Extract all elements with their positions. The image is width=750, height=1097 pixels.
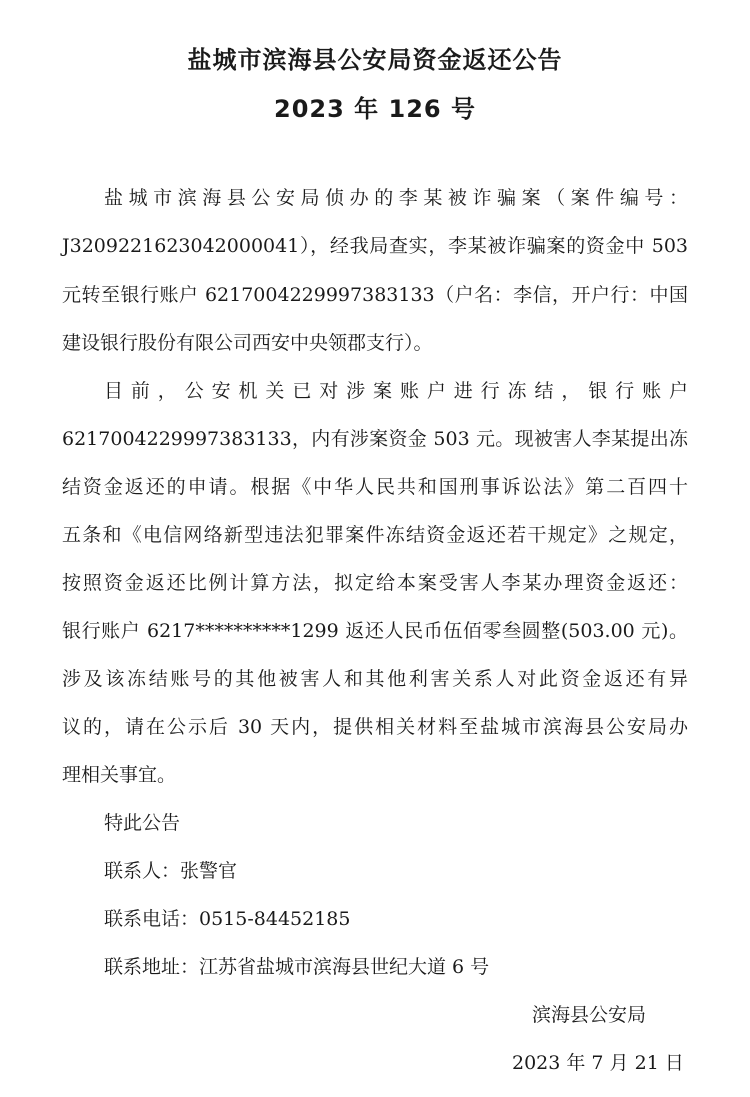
contact-phone: 联系电话：0515-84452185 — [104, 908, 351, 930]
contact-person: 联系人：张警官 — [104, 860, 238, 882]
para2-line: 结资金返还的申请。根据《中华人民共和国刑事诉讼法》第二百四十 — [62, 476, 688, 498]
para2-line: 理相关事宜。 — [62, 764, 177, 786]
issue-date: 2023 年 7 月 21 日 — [512, 1052, 684, 1074]
para2-line: 议的，请在公示后 30 天内，提供相关材料至盐城市滨海县公安局办 — [62, 716, 688, 738]
para1-line: 盐城市滨海县公安局侦办的李某被诈骗案（案件编号： — [104, 187, 688, 209]
notice-text: 特此公告 — [104, 812, 181, 834]
para2-line: 涉及该冻结账号的其他被害人和其他利害关系人对此资金返还有异 — [62, 668, 688, 690]
announcement-number: 2023 年 126 号 — [274, 95, 476, 123]
contact-address: 联系地址：江苏省盐城市滨海县世纪大道 6 号 — [104, 956, 490, 978]
para1-line: 建设银行股份有限公司西安中央领郡支行）。 — [62, 332, 433, 354]
para2-line: 银行账户 6217**********1299 返还人民币伍佰零叁圆整(503.00 元)。 — [62, 620, 688, 642]
para2-line: 目前，公安机关已对涉案账户进行冻结，银行账户 — [104, 380, 688, 402]
para1-line: 元转至银行账户 6217004229997383133（户名：李信，开户行：中国 — [62, 284, 688, 306]
para2-line: 五条和《电信网络新型违法犯罪案件冻结资金返还若干规定》之规定， — [62, 524, 688, 546]
issuing-organization: 滨海县公安局 — [532, 1004, 647, 1026]
announcement-title: 盐城市滨海县公安局资金返还公告 — [187, 46, 563, 74]
para2-line: 6217004229997383133，内有涉案资金 503 元。现被害人李某提出冻 — [62, 428, 688, 450]
para2-line: 按照资金返还比例计算方法，拟定给本案受害人李某办理资金返还： — [62, 572, 688, 594]
para1-line: J3209221623042000041），经我局查实，李某被诈骗案的资金中 503 — [62, 235, 688, 257]
